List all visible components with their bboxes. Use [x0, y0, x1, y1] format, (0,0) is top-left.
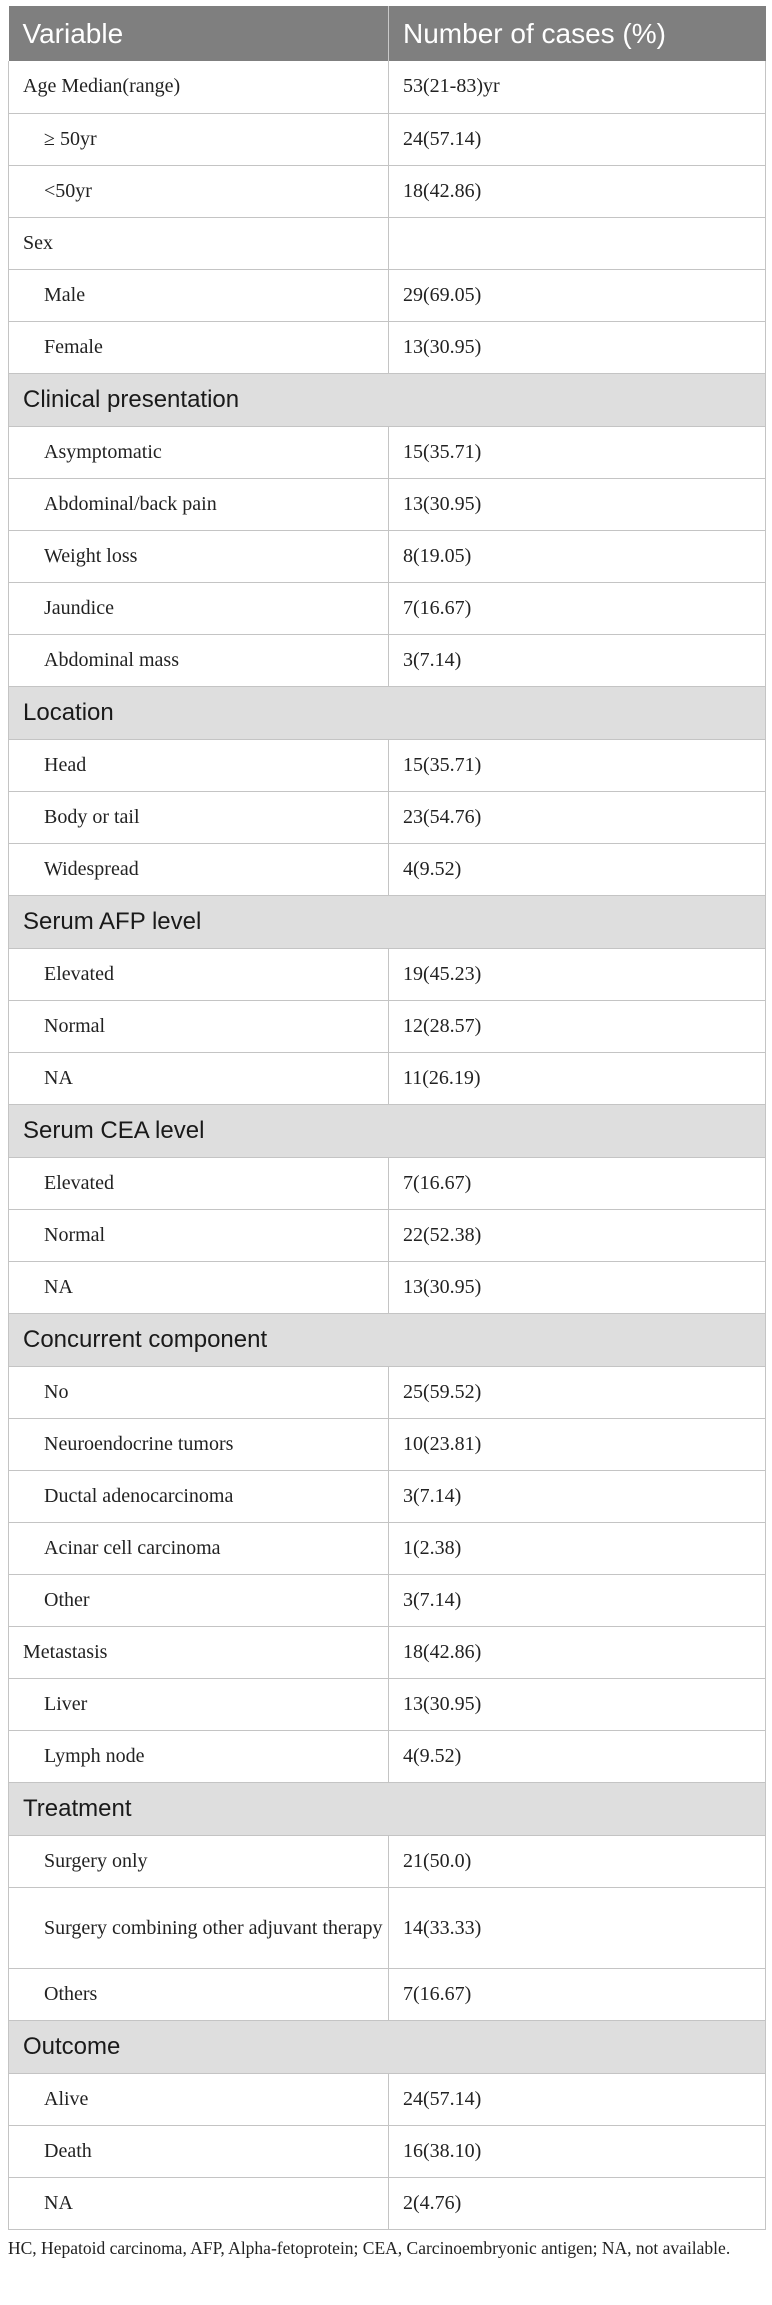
variable-cell: Widespread — [9, 843, 389, 895]
section-row — [9, 686, 766, 739]
cases-cell: 15(35.71) — [389, 739, 766, 791]
variable-cell: Lymph node — [9, 1730, 389, 1782]
variable-cell: Surgery only — [9, 1835, 389, 1887]
section-heading: Clinical presentation — [9, 373, 766, 426]
variable-cell: Normal — [9, 1209, 389, 1261]
table-row — [9, 634, 766, 686]
cases-cell: 15(35.71) — [389, 426, 766, 478]
variable-cell: Normal — [9, 1000, 389, 1052]
table-row — [9, 61, 766, 113]
table-row — [9, 948, 766, 1000]
cases-cell: 19(45.23) — [389, 948, 766, 1000]
table-row — [9, 321, 766, 373]
cases-cell: 13(30.95) — [389, 478, 766, 530]
cases-cell: 25(59.52) — [389, 1366, 766, 1418]
variable-cell: Jaundice — [9, 582, 389, 634]
table-row — [9, 478, 766, 530]
cases-cell: 21(50.0) — [389, 1835, 766, 1887]
section-heading: Concurrent component — [9, 1313, 766, 1366]
table-row — [9, 1678, 766, 1730]
variable-cell: Male — [9, 269, 389, 321]
table-row — [9, 530, 766, 582]
table-row — [9, 165, 766, 217]
cases-cell: 3(7.14) — [389, 1470, 766, 1522]
table-row — [9, 739, 766, 791]
section-heading: Serum AFP level — [9, 895, 766, 948]
table-row — [9, 582, 766, 634]
cases-cell: 29(69.05) — [389, 269, 766, 321]
variable-cell: Abdominal/back pain — [9, 478, 389, 530]
variable-cell: NA — [9, 1052, 389, 1104]
table-row — [9, 113, 766, 165]
variable-cell: Abdominal mass — [9, 634, 389, 686]
section-row — [9, 373, 766, 426]
cases-cell: 12(28.57) — [389, 1000, 766, 1052]
variable-cell: No — [9, 1366, 389, 1418]
cases-cell: 24(57.14) — [389, 113, 766, 165]
table-row — [9, 1626, 766, 1678]
variable-cell: Body or tail — [9, 791, 389, 843]
table-row — [9, 2073, 766, 2125]
table-row — [9, 1835, 766, 1887]
section-heading: Outcome — [9, 2020, 766, 2073]
table-row — [9, 217, 766, 269]
variable-cell: Elevated — [9, 948, 389, 1000]
variable-cell: Ductal adenocarcinoma — [9, 1470, 389, 1522]
variable-cell: <50yr — [9, 165, 389, 217]
cases-cell: 18(42.86) — [389, 165, 766, 217]
variable-cell: Metastasis — [9, 1626, 389, 1678]
table-row — [9, 1157, 766, 1209]
variable-cell: Other — [9, 1574, 389, 1626]
cases-cell: 14(33.33) — [389, 1887, 766, 1968]
variable-cell: Asymptomatic — [9, 426, 389, 478]
section-heading: Serum CEA level — [9, 1104, 766, 1157]
section-row — [9, 1104, 766, 1157]
table-row — [9, 1209, 766, 1261]
table-row — [9, 1000, 766, 1052]
cases-cell: 4(9.52) — [389, 843, 766, 895]
table-row — [9, 1366, 766, 1418]
table-footnote: HC, Hepatoid carcinoma, AFP, Alpha-fetoprotein; CEA, Carcinoembryonic antigen; NA, not available. — [8, 2238, 731, 2258]
variable-cell: Head — [9, 739, 389, 791]
table-row — [9, 1418, 766, 1470]
variable-cell: Alive — [9, 2073, 389, 2125]
cases-cell: 1(2.38) — [389, 1522, 766, 1574]
variable-cell: ≥ 50yr — [9, 113, 389, 165]
table-body — [9, 61, 766, 2229]
cases-cell: 10(23.81) — [389, 1418, 766, 1470]
variable-cell: NA — [9, 1261, 389, 1313]
variable-cell: Weight loss — [9, 530, 389, 582]
section-row — [9, 1782, 766, 1835]
table-row — [9, 1887, 766, 1968]
variable-cell: NA — [9, 2177, 389, 2229]
cases-cell: 18(42.86) — [389, 1626, 766, 1678]
variable-cell: Elevated — [9, 1157, 389, 1209]
table-row — [9, 1052, 766, 1104]
table-row — [9, 1470, 766, 1522]
header-number-of-cases: Number of cases (%) — [389, 6, 766, 61]
table-row — [9, 2177, 766, 2229]
section-row — [9, 1313, 766, 1366]
section-row — [9, 895, 766, 948]
table-header — [9, 6, 766, 61]
variable-cell: Age Median(range) — [9, 61, 389, 113]
table-row — [9, 426, 766, 478]
table-row — [9, 791, 766, 843]
cases-cell: 23(54.76) — [389, 791, 766, 843]
section-heading: Treatment — [9, 1782, 766, 1835]
table-row — [9, 1574, 766, 1626]
variable-cell: Acinar cell carcinoma — [9, 1522, 389, 1574]
variable-cell: Sex — [9, 217, 389, 269]
cases-cell: 8(19.05) — [389, 530, 766, 582]
header-row — [9, 6, 766, 61]
variable-cell: Surgery combining other adjuvant therapy — [9, 1887, 389, 1968]
variable-cell: Death — [9, 2125, 389, 2177]
cases-cell: 13(30.95) — [389, 1261, 766, 1313]
cases-cell: 2(4.76) — [389, 2177, 766, 2229]
cases-cell: 13(30.95) — [389, 1678, 766, 1730]
cases-cell: 7(16.67) — [389, 582, 766, 634]
cases-cell: 11(26.19) — [389, 1052, 766, 1104]
section-heading: Location — [9, 686, 766, 739]
variable-cell: Female — [9, 321, 389, 373]
cases-cell: 4(9.52) — [389, 1730, 766, 1782]
table-row — [9, 1730, 766, 1782]
cases-cell: 7(16.67) — [389, 1968, 766, 2020]
variable-cell: Others — [9, 1968, 389, 2020]
cases-cell: 16(38.10) — [389, 2125, 766, 2177]
header-variable: Variable — [9, 6, 389, 61]
cases-cell: 22(52.38) — [389, 1209, 766, 1261]
table-row — [9, 269, 766, 321]
cases-cell: 7(16.67) — [389, 1157, 766, 1209]
variable-cell: Neuroendocrine tumors — [9, 1418, 389, 1470]
table-row — [9, 843, 766, 895]
table-row — [9, 1261, 766, 1313]
table-row — [9, 1968, 766, 2020]
table-row — [9, 1522, 766, 1574]
cases-cell: 24(57.14) — [389, 2073, 766, 2125]
cases-cell: 3(7.14) — [389, 1574, 766, 1626]
variable-cell: Liver — [9, 1678, 389, 1730]
section-row — [9, 2020, 766, 2073]
cases-cell: 13(30.95) — [389, 321, 766, 373]
cases-cell: 3(7.14) — [389, 634, 766, 686]
characteristics-table — [8, 6, 766, 2230]
cases-cell — [389, 217, 766, 269]
cases-cell: 53(21-83)yr — [389, 61, 766, 113]
table-row — [9, 2125, 766, 2177]
